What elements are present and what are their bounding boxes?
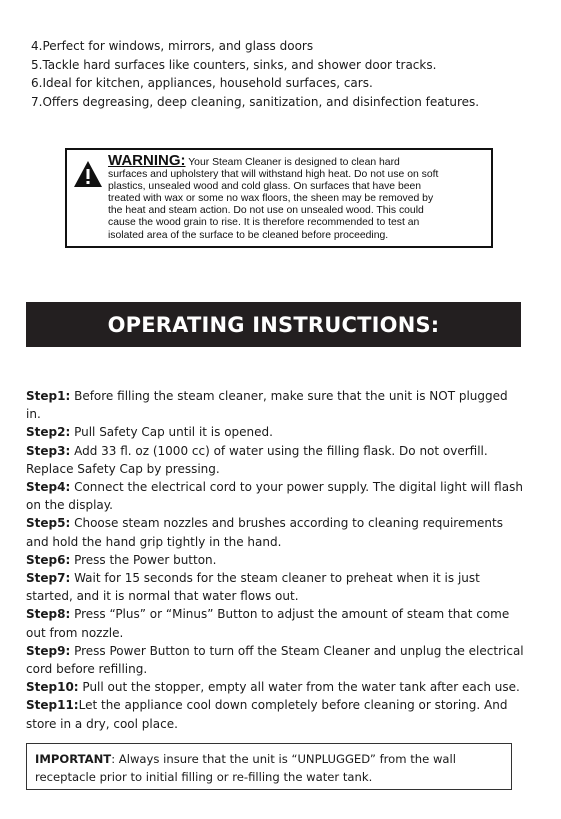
feature-item: 6.Ideal for kitchen, appliances, household surfaces, cars. [31, 76, 373, 90]
warning-line: surfaces and upholstery that will withstand high heat. Do not use on soft [108, 169, 439, 181]
warning-line-1 [108, 152, 488, 169]
step-label: Step8: [26, 607, 71, 622]
step-label: Step2: [26, 425, 71, 440]
step-item [26, 642, 526, 678]
warning-line: treated with wax or some no wax floors, the sheen may be removed by [108, 193, 434, 205]
step-label: Step4: [26, 480, 71, 495]
important-text: : Always insure that the unit is “UNPLUGGED” from the wall receptacle prior to initial filling or re-filling the water tank. [35, 752, 456, 784]
warning-title: WARNING: [108, 152, 186, 169]
step-item [26, 678, 526, 696]
steps-list [26, 387, 526, 733]
step-label: Step1: [26, 389, 71, 403]
step-label: Step9: [26, 643, 71, 658]
step-text: Pull Safety Cap until it is opened. [70, 425, 273, 440]
step-label: Step5: [26, 516, 71, 531]
banner-title: OPERATING INSTRUCTIONS: [107, 312, 440, 337]
warning-line-text: Your Steam Cleaner is designed to clean hard [188, 157, 400, 168]
warning-line: the heat and steam action. Do not use on unsealed wood. This could [108, 205, 424, 217]
features-list [31, 37, 551, 111]
step-text: Add 33 fl. oz (1000 cc) of water using the filling flask. Do not overfill. Replace Safety Cap by pressing. [26, 443, 488, 476]
step-text: Press Power Button to turn off the Steam Cleaner and unplug the electrical cord before refilling. [26, 643, 524, 677]
important-label: IMPORTANT [35, 752, 112, 766]
important-notice [26, 743, 512, 790]
step-item [26, 442, 526, 478]
feature-item: 7.Offers degreasing, deep cleaning, sanitization, and disinfection features. [31, 94, 480, 109]
warning-line: cause the wood grain to rise. It is therefore recommended to test an [108, 217, 420, 229]
step-item [26, 423, 526, 441]
warning-line: plastics, unsealed wood and cold glass. On surfaces that have been [108, 181, 422, 193]
feature-item: 5.Tackle hard surfaces like counters, sinks, and shower door tracks. [31, 57, 437, 72]
step-text: Pull out the stopper, empty all water from the water tank after each use. [78, 680, 520, 695]
step-item [26, 551, 526, 569]
warning-line: isolated area of the surface to be cleaned before proceeding. [108, 229, 389, 241]
step-item [26, 569, 526, 605]
step-item [26, 387, 526, 423]
step-item [26, 514, 526, 550]
step-item [26, 478, 526, 514]
warning-triangle-icon [73, 160, 103, 188]
step-text: Press “Plus” or “Minus” Button to adjust the amount of steam that come out from nozzle. [26, 607, 510, 640]
warning-box [65, 148, 493, 248]
step-item [26, 605, 526, 641]
operating-instructions-banner [26, 302, 521, 347]
step-label: Step7: [26, 571, 71, 586]
step-text: Choose steam nozzles and brushes according to cleaning requirements and hold the hand grip tightly in the hand. [26, 516, 503, 549]
step-text: Wait for 15 seconds for the steam cleaner to preheat when it is just started, and it is normal that water flows out. [26, 571, 480, 604]
step-text: Press the Power button. [70, 552, 217, 567]
step-text: Connect the electrical cord to your power supply. The digital light will flash on the display. [26, 480, 523, 513]
feature-item: 4.Perfect for windows, mirrors, and glass doors [31, 39, 314, 53]
warning-text [108, 152, 488, 242]
step-text: Before filling the steam cleaner, make sure that the unit is NOT plugged in. [26, 389, 508, 422]
step-label: Step10: [26, 680, 79, 695]
step-label: Step6: [26, 552, 71, 567]
step-label: Step3: [26, 443, 71, 458]
step-text: Let the appliance cool down completely before cleaning or storing. And store in a dry, cool place. [26, 698, 508, 731]
step-label: Step11: [26, 698, 79, 713]
step-item [26, 696, 526, 732]
